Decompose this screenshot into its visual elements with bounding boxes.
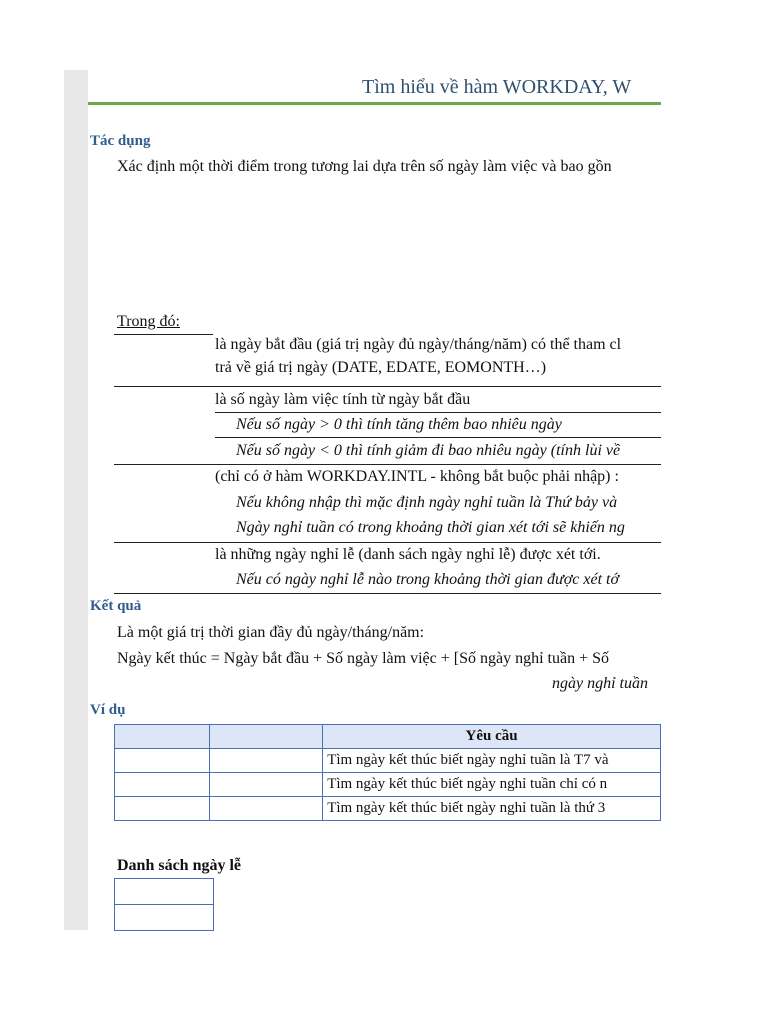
trong-do-heading: Trong đó: — [117, 313, 180, 330]
ket-qua-line-1: Là một giá trị thời gian đầy đủ ngày/tháng/năm: — [117, 624, 425, 641]
section-heading-vi-du: Ví dụ — [90, 702, 126, 718]
tac-dung-text: Xác định một thời điểm trong tương lai dựa trên số ngày làm việc và bao gồn — [117, 158, 612, 175]
arg-start-date-line-2: trả về giá trị ngày (DATE, EDATE, EOMONTH…) — [215, 359, 547, 376]
arg-sub-separator — [215, 412, 661, 413]
arg-separator — [114, 593, 661, 594]
spreadsheet-sheet — [88, 70, 661, 940]
arg-holidays-line-2: Nếu có ngày nghỉ lễ nào trong khoảng thời gian được xét tớ — [236, 571, 620, 588]
title-underline — [88, 102, 661, 105]
arg-days-line-2: Nếu số ngày > 0 thì tính tăng thêm bao nhiêu ngày — [236, 416, 562, 433]
table-cell-requirement[interactable]: Tìm ngày kết thúc biết ngày nghỉ tuần là T7 và — [323, 749, 661, 773]
table-header-row — [115, 725, 661, 749]
arg-holidays-line-1: là những ngày nghỉ lễ (danh sách ngày nghỉ lễ) được xét tới. — [215, 546, 601, 563]
table-header-cell[interactable] — [210, 725, 323, 749]
section-heading-tac-dung: Tác dụng — [90, 133, 151, 149]
table-cell[interactable] — [115, 749, 210, 773]
arg-weekend-line-1: (chỉ có ở hàm WORKDAY.INTL - không bắt buộc phải nhập) : — [215, 468, 619, 485]
table-cell[interactable] — [210, 773, 323, 797]
ket-qua-line-3: ngày nghỉ tuần — [552, 675, 648, 692]
table-row — [115, 797, 661, 821]
table-row — [115, 905, 214, 931]
section-heading-ket-qua: Kết quả — [90, 598, 142, 614]
table-cell[interactable] — [210, 749, 323, 773]
arg-separator — [114, 464, 661, 465]
arg-weekend-line-3: Ngày nghỉ tuần có trong khoảng thời gian xét tới sẽ khiến ng — [236, 519, 625, 536]
trong-do-rule — [114, 334, 213, 335]
table-cell[interactable] — [210, 797, 323, 821]
holiday-list-heading: Danh sách ngày lễ — [117, 857, 242, 874]
table-cell-requirement[interactable]: Tìm ngày kết thúc biết ngày nghỉ tuần là thứ 3 — [323, 797, 661, 821]
table-row — [115, 773, 661, 797]
arg-separator — [114, 386, 661, 387]
example-table — [114, 724, 661, 821]
table-header-cell[interactable] — [115, 725, 210, 749]
arg-weekend-line-2: Nếu không nhập thì mặc định ngày nghỉ tuần là Thứ bảy và — [236, 494, 618, 511]
arg-sub-separator — [215, 437, 661, 438]
holiday-cell[interactable] — [115, 905, 214, 931]
page-title: Tìm hiểu về hàm WORKDAY, W — [362, 76, 632, 98]
table-header-requirement[interactable]: Yêu cầu — [323, 725, 661, 749]
arg-days-line-1: là số ngày làm việc tính từ ngày bắt đầu — [215, 391, 471, 408]
table-cell-requirement[interactable]: Tìm ngày kết thúc biết ngày nghỉ tuần chỉ có n — [323, 773, 661, 797]
table-row — [115, 879, 214, 905]
arg-separator — [114, 542, 661, 543]
holiday-cell[interactable] — [115, 879, 214, 905]
table-cell[interactable] — [115, 797, 210, 821]
arg-start-date-line-1: là ngày bắt đầu (giá trị ngày đủ ngày/tháng/năm) có thể tham cl — [215, 336, 622, 353]
row-header-gutter — [64, 70, 88, 930]
table-cell[interactable] — [115, 773, 210, 797]
table-row — [115, 749, 661, 773]
holiday-table — [114, 878, 214, 931]
arg-days-line-3: Nếu số ngày < 0 thì tính giảm đi bao nhiêu ngày (tính lùi về — [236, 442, 621, 459]
ket-qua-formula: Ngày kết thúc = Ngày bắt đầu + Số ngày làm việc + [Số ngày nghỉ tuần + Số — [117, 650, 610, 667]
